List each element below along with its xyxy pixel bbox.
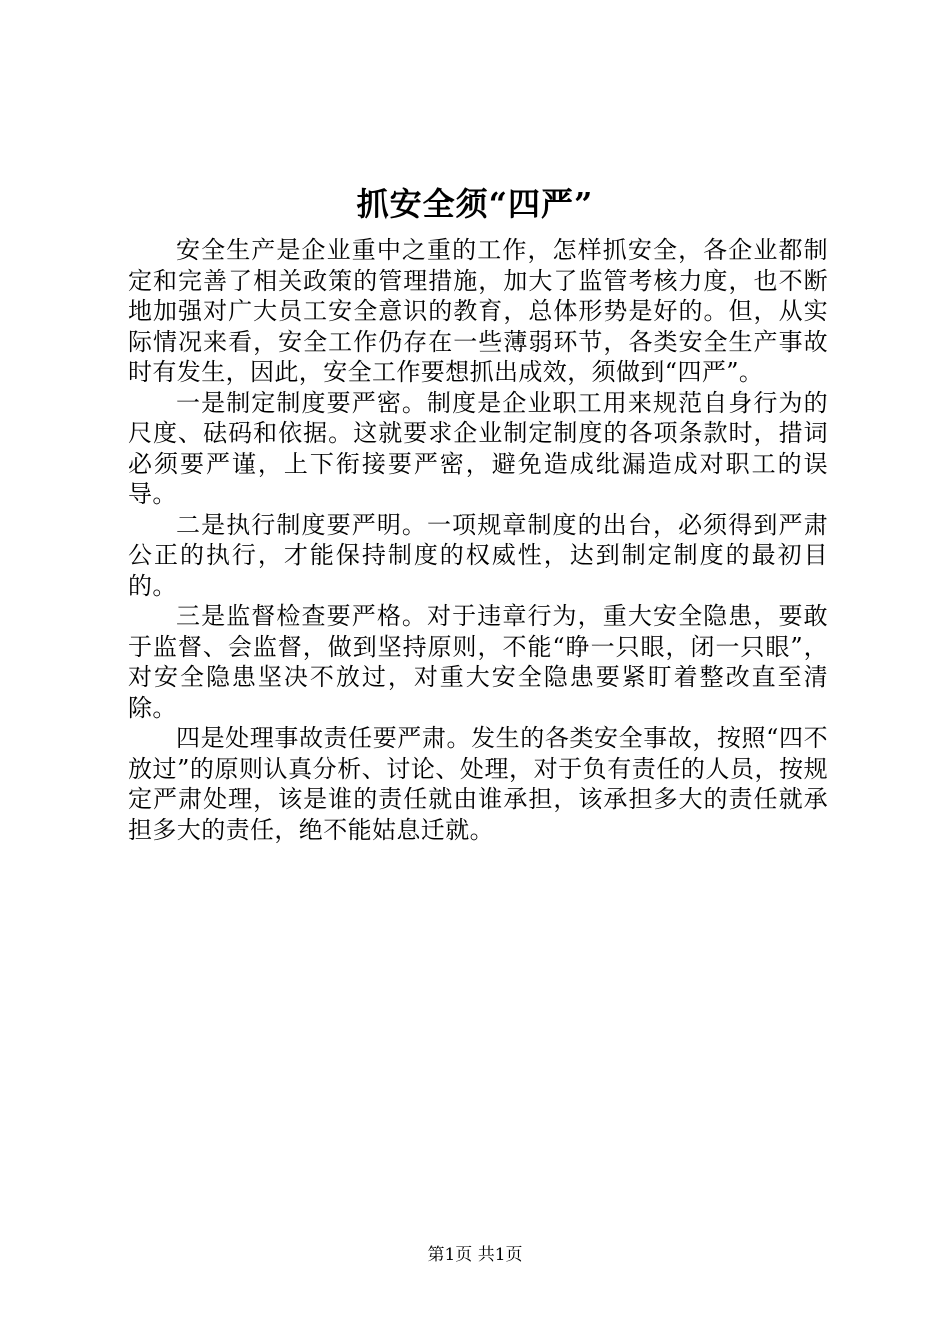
paragraph-point-4: 四是处理事故责任要严肃。发生的各类安全事故，按照“四不放过”的原则认真分析、讨论、处理，对于负有责任的人员，按规定严肃处理，该是谁的责任就由谁承担，该承担多大的责任就承担多大的责任，绝不能姑息迁就。 [128, 724, 828, 844]
paragraph-point-2: 二是执行制度要严明。一项规章制度的出台，必须得到严肃公正的执行，才能保持制度的权威性，达到制定制度的最初目的。 [128, 510, 828, 600]
paragraph-point-1: 一是制定制度要严密。制度是企业职工用来规范自身行为的尺度、砝码和依据。这就要求企业制定制度的各项条款时，措词必须要严谨，上下衔接要严密，避免造成纰漏造成对职工的误导。 [128, 388, 828, 508]
paragraph-point-3: 三是监督检查要严格。对于违章行为，重大安全隐患，要敢于监督、会监督，做到坚持原则，不能“睁一只眼，闭一只眼”，对安全隐患坚决不放过，对重大安全隐患要紧盯着整改直至清除。 [128, 602, 828, 722]
page-footer: 第1页 共1页 [427, 1245, 523, 1265]
document-title: 抓安全须“四严” [356, 185, 594, 223]
paragraph-intro: 安全生产是企业重中之重的工作，怎样抓安全，各企业都制定和完善了相关政策的管理措施，加大了监管考核力度，也不断地加强对广大员工安全意识的教育，总体形势是好的。但，从实际情况来看，安全工作仍存在一些薄弱环节，各类安全生产事故时有发生，因此，安全工作要想抓出成效，须做到“四严”。 [128, 236, 828, 386]
document-body [128, 235, 828, 845]
